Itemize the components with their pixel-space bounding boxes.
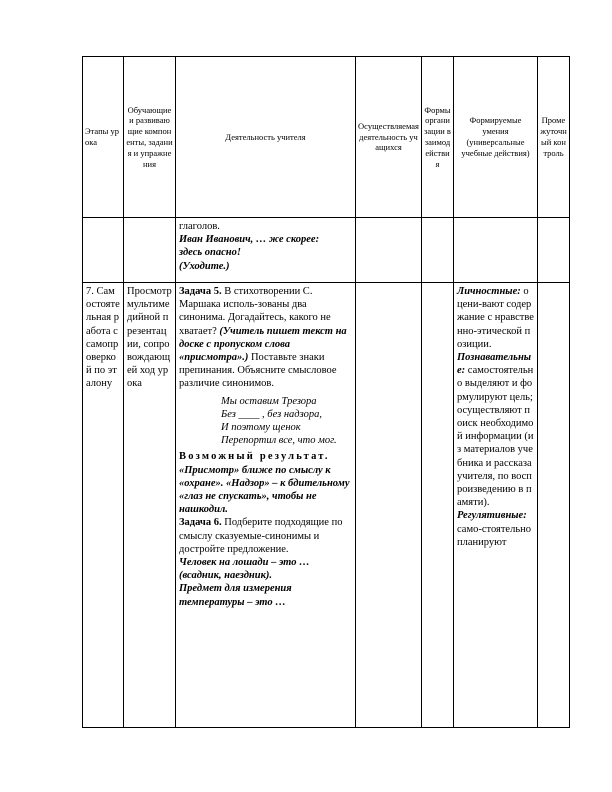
interaction-forms-cell [422,283,454,728]
row1-stage-cell [83,218,124,283]
result-label: Возможный результат. [179,451,330,463]
table-header-row [83,57,570,218]
row1-line: (Уходите.) [179,260,230,272]
table-row [83,218,570,283]
task6-label: Задача 6. [179,517,222,529]
uud-cognitive [457,351,534,509]
uud-cognitive-text: самостоятельно выделяют и формулируют цель; осуществляют поиск необходимой информации (из материалов учебника и рассказа учителя, по воспроизведению в памяти). [457,365,534,509]
lesson-plan-table [82,56,570,728]
stage-cell: 7. Самостоятельная работа с самопроверкой по эталону [83,283,124,728]
header-skills: Формируемые умения (универсальные учебные действия) [454,57,538,218]
row1-line: Иван Иванович, … же скорее: [179,234,320,246]
table-row [83,283,570,728]
poem-line: Мы оставим Трезора [221,395,317,407]
header-control: Промежуточный контроль [538,57,570,218]
skills-cell [454,283,538,728]
student-activity-cell [356,283,422,728]
row1-teacher-cell [176,218,356,283]
task6-example: Человек на лошади – это … (всадник, наездник). [179,557,310,582]
uud-personal [457,285,534,351]
row1-forms-cell [422,218,454,283]
component-cell: Просмотр мультимедийной презентации, сопровождающей ход урока [124,283,176,728]
header-components: Обучающие и развивающие компоненты, задания и упражнения [124,57,176,218]
row1-line: глаголов. [179,221,220,232]
row1-student-cell [356,218,422,283]
row1-skills-cell [454,218,538,283]
task5-text: В стихотворении С. Маршака исполь-зованы два синонима. Догадайтесь, какого не хватает? [179,286,331,337]
uud-personal-label: Личностные: [457,286,521,297]
control-cell [538,283,570,728]
header-student-activity: Осуществляемая деятельность учащихся [356,57,422,218]
uud-cognitive-label: Познавательные: [457,352,532,377]
task6-paragraph [179,516,352,556]
task6-example: Предмет для измерения температуры – это … [179,583,292,608]
result-paragraph [179,450,352,516]
task5-label: Задача 5. [179,286,222,297]
result-text: «Присмотр» ближе по смыслу к «охране». «Надзор» – к бдительному «глаз не спускать», чтобы не нашкодил. [179,464,350,516]
task6-text: Подберите подходящие по смыслу сказуемые-синонимы и достройте предложение. [179,517,343,555]
header-interaction-forms: Формы организации взаимодействия [422,57,454,218]
row1-control-cell [538,218,570,283]
task5-note: (Учитель пишет текст на доске с пропуском слова «присмотра».) [179,325,347,364]
uud-regulative [457,509,534,549]
poem-line: И поэтому щенок [221,422,301,434]
header-teacher-activity: Деятельность учителя [176,57,356,218]
row1-component-cell [124,218,176,283]
task5-tail: Поставьте знаки препинания. Объясните смысловое различие синонимов. [179,352,337,390]
teacher-activity-cell [176,283,356,728]
poem-line: Без ____ , без надзора, [221,408,322,420]
task5-paragraph [179,285,352,391]
header-stages: Этапы урока [83,57,124,218]
row1-line: здесь опасно! [179,247,241,259]
poem-line: Перепортил все, что мог. [221,435,337,447]
uud-regulative-text: само-стоятельно планируют [457,523,531,548]
uud-personal-text: оцени-вают содержание с нравственно-этической позиции. [457,286,534,350]
uud-regulative-label: Регулятивные: [457,510,527,522]
